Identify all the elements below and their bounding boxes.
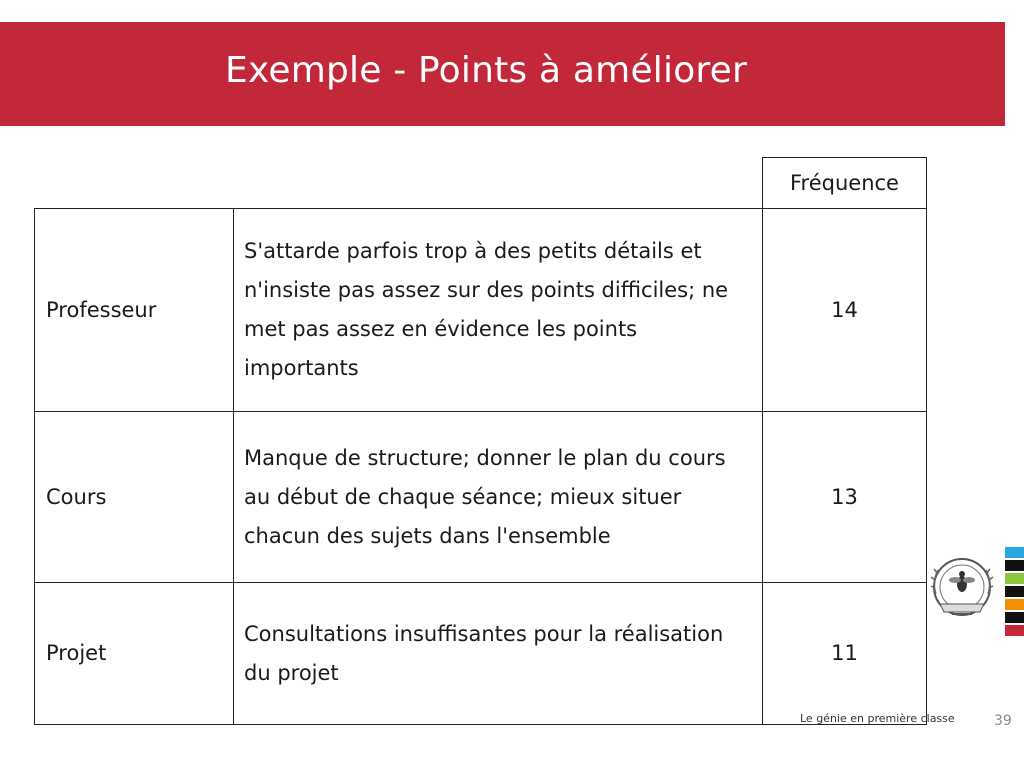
table-row (35, 209, 927, 412)
color-stripe (1005, 612, 1024, 623)
row-frequency: 11 (763, 583, 927, 725)
row-category: Projet (35, 583, 234, 725)
row-description: Manque de structure; donner le plan du cours au début de chaque séance; mieux situer chacun des sujets dans l'ensemble (234, 412, 763, 583)
header-frequency: Fréquence (763, 158, 927, 209)
header-empty-cell (35, 158, 234, 209)
color-stripe (1005, 547, 1024, 558)
row-frequency: 14 (763, 209, 927, 412)
color-stripe (1005, 573, 1024, 584)
table-row (35, 583, 927, 725)
row-category: Professeur (35, 209, 234, 412)
table-header-row (35, 158, 927, 209)
color-stripe (1005, 599, 1024, 610)
improvement-table (34, 157, 927, 725)
page-number: 39 (994, 713, 1012, 729)
row-category: Cours (35, 412, 234, 583)
table-row (35, 412, 927, 583)
row-description: Consultations insuffisantes pour la réalisation du projet (234, 583, 763, 725)
row-description: S'attarde parfois trop à des petits détails et n'insiste pas assez sur des points difficiles; ne met pas assez en évidence les points importants (234, 209, 763, 412)
color-stripe (1005, 625, 1024, 636)
color-stripes (1005, 547, 1024, 638)
footer-tagline: Le génie en première classe (800, 712, 955, 725)
polytechnique-seal-icon (926, 552, 998, 622)
color-stripe (1005, 586, 1024, 597)
header-empty-cell (234, 158, 763, 209)
slide-title: Exemple - Points à améliorer (225, 50, 747, 91)
color-stripe (1005, 560, 1024, 571)
row-frequency: 13 (763, 412, 927, 583)
